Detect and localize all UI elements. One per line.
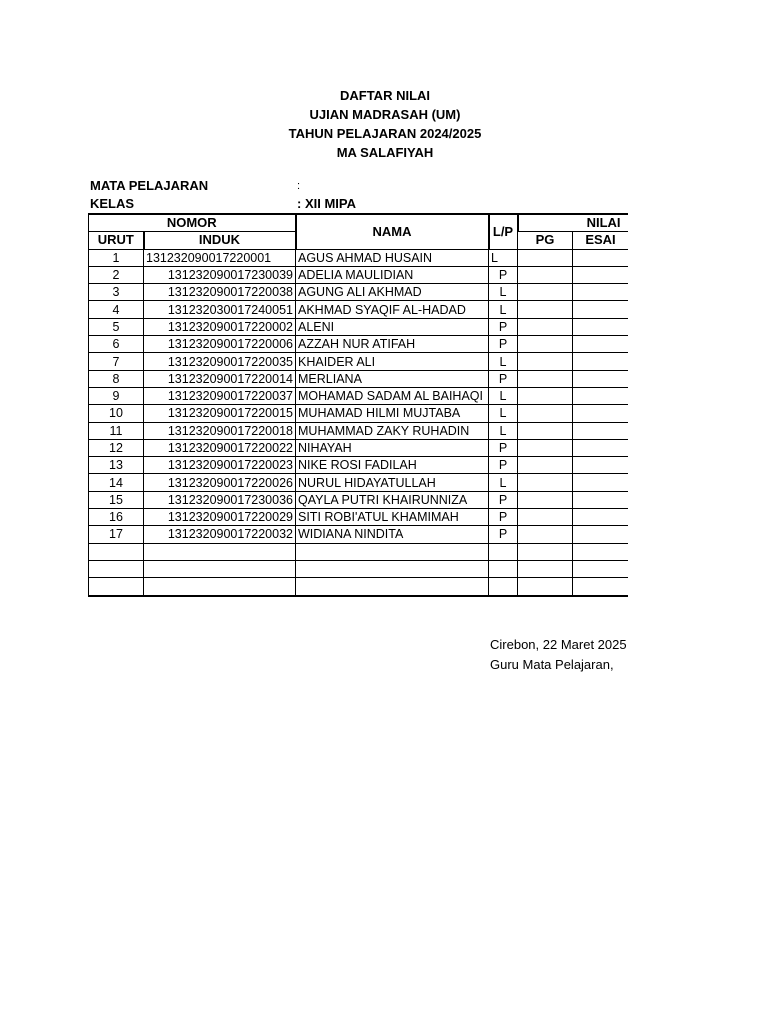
row-esai [573, 249, 629, 266]
table-row [89, 387, 629, 404]
empty-cell [489, 560, 518, 577]
row-nama: WIDIANA NINDITA [296, 526, 489, 543]
table-row [89, 301, 629, 318]
row-urut: 11 [89, 422, 144, 439]
row-esai [573, 439, 629, 456]
row-urut: 14 [89, 474, 144, 491]
row-urut: 6 [89, 336, 144, 353]
row-nama: AZZAH NUR ATIFAH [296, 336, 489, 353]
row-induk: 131232090017230036 [144, 491, 296, 508]
row-urut: 1 [89, 249, 144, 266]
table-row [89, 318, 629, 335]
row-urut: 17 [89, 526, 144, 543]
row-esai [573, 405, 629, 422]
subject-value: : [297, 180, 301, 192]
empty-cell [573, 578, 629, 596]
exam-title: UJIAN MADRASAH (UM) [309, 107, 461, 122]
row-urut: 7 [89, 353, 144, 370]
row-nama: AGUNG ALI AKHMAD [296, 284, 489, 301]
row-nama: NURUL HIDAYATULLAH [296, 474, 489, 491]
row-lp: L [489, 405, 518, 422]
row-nama: MERLIANA [296, 370, 489, 387]
empty-cell [89, 578, 144, 596]
row-lp: P [489, 336, 518, 353]
signature-role: Guru Mata Pelajaran, [490, 657, 614, 672]
row-lp: P [489, 266, 518, 283]
empty-cell [144, 560, 296, 577]
row-lp: L [489, 474, 518, 491]
row-pg [518, 439, 573, 456]
row-pg [518, 387, 573, 404]
empty-cell [573, 543, 629, 560]
row-esai [573, 491, 629, 508]
empty-cell [489, 578, 518, 596]
row-lp: L [489, 284, 518, 301]
row-induk: 131232090017220015 [144, 405, 296, 422]
row-pg [518, 526, 573, 543]
row-urut: 3 [89, 284, 144, 301]
row-pg [518, 318, 573, 335]
header-nilai: NILAI [518, 214, 629, 232]
empty-cell [518, 543, 573, 560]
row-lp: P [489, 509, 518, 526]
academic-year: TAHUN PELAJARAN 2024/2025 [288, 126, 482, 141]
row-induk: 131232090017220029 [144, 509, 296, 526]
row-esai [573, 353, 629, 370]
row-nama: NIHAYAH [296, 439, 489, 456]
row-lp: L [489, 387, 518, 404]
table-row [89, 266, 629, 283]
table-row [89, 491, 629, 508]
row-lp: P [489, 457, 518, 474]
header-urut: URUT [89, 232, 144, 249]
row-nama: ADELIA MAULIDIAN [296, 266, 489, 283]
row-esai [573, 301, 629, 318]
row-lp: L [489, 422, 518, 439]
empty-cell [144, 578, 296, 596]
row-esai [573, 266, 629, 283]
table-row [89, 457, 629, 474]
table-row [89, 439, 629, 456]
row-nama: AKHMAD SYAQIF AL-HADAD [296, 301, 489, 318]
row-esai [573, 457, 629, 474]
row-pg [518, 284, 573, 301]
grade-table-body [89, 249, 629, 595]
row-induk: 131232090017220026 [144, 474, 296, 491]
row-nama: AGUS AHMAD HUSAIN [296, 249, 489, 266]
row-induk: 131232090017220018 [144, 422, 296, 439]
table-row [89, 284, 629, 301]
row-urut: 13 [89, 457, 144, 474]
row-esai [573, 509, 629, 526]
table-row [89, 336, 629, 353]
row-nama: QAYLA PUTRI KHAIRUNNIZA [296, 491, 489, 508]
row-nama: SITI ROBI'ATUL KHAMIMAH [296, 509, 489, 526]
empty-cell [89, 543, 144, 560]
empty-cell [89, 560, 144, 577]
table-row [89, 474, 629, 491]
row-induk: 131232030017240051 [144, 301, 296, 318]
empty-cell [144, 543, 296, 560]
row-urut: 10 [89, 405, 144, 422]
row-pg [518, 491, 573, 508]
empty-cell [296, 578, 489, 596]
row-esai [573, 526, 629, 543]
document-title-block [88, 86, 682, 162]
row-lp: L [489, 249, 518, 266]
row-pg [518, 405, 573, 422]
row-nama: NIKE ROSI FADILAH [296, 457, 489, 474]
row-nama: ALENI [296, 318, 489, 335]
row-nama: MOHAMAD SADAM AL BAIHAQI [296, 387, 489, 404]
row-urut: 8 [89, 370, 144, 387]
class-label: KELAS [90, 196, 135, 211]
row-esai [573, 422, 629, 439]
grade-table-container [88, 213, 628, 603]
signature-place-date: Cirebon, 22 Maret 2025 [490, 637, 627, 652]
table-row [89, 405, 629, 422]
header-nomor: NOMOR [89, 214, 296, 232]
row-pg [518, 422, 573, 439]
table-row-empty [89, 543, 629, 560]
grade-table [88, 213, 628, 597]
row-urut: 15 [89, 491, 144, 508]
table-header-row [89, 214, 629, 232]
row-induk: 131232090017220023 [144, 457, 296, 474]
row-esai [573, 387, 629, 404]
row-induk: 131232090017220037 [144, 387, 296, 404]
row-nama: MUHAMAD HILMI MUJTABA [296, 405, 489, 422]
header-induk: INDUK [144, 232, 296, 249]
row-induk: 131232090017220032 [144, 526, 296, 543]
row-induk: 131232090017220038 [144, 284, 296, 301]
empty-cell [573, 560, 629, 577]
row-urut: 9 [89, 387, 144, 404]
school-name: MA SALAFIYAH [336, 145, 434, 160]
empty-cell [518, 578, 573, 596]
row-esai [573, 474, 629, 491]
header-lp: L/P [489, 214, 518, 249]
row-induk: 131232090017220006 [144, 336, 296, 353]
table-row-empty [89, 560, 629, 577]
row-urut: 12 [89, 439, 144, 456]
row-urut: 5 [89, 318, 144, 335]
row-pg [518, 474, 573, 491]
table-row-empty [89, 578, 629, 596]
row-pg [518, 336, 573, 353]
row-pg [518, 266, 573, 283]
row-esai [573, 370, 629, 387]
row-induk: 131232090017220001 [144, 249, 296, 266]
row-esai [573, 318, 629, 335]
header-esai: ESAI [573, 232, 629, 249]
row-pg [518, 249, 573, 266]
subject-label: MATA PELAJARAN [90, 178, 209, 193]
row-pg [518, 370, 573, 387]
empty-cell [296, 543, 489, 560]
row-induk: 131232090017220014 [144, 370, 296, 387]
row-nama: KHAIDER ALI [296, 353, 489, 370]
row-induk: 131232090017230039 [144, 266, 296, 283]
row-lp: P [489, 491, 518, 508]
row-lp: L [489, 301, 518, 318]
row-pg [518, 353, 573, 370]
row-pg [518, 509, 573, 526]
header-nama: NAMA [296, 214, 489, 249]
row-lp: P [489, 370, 518, 387]
table-row [89, 509, 629, 526]
row-pg [518, 301, 573, 318]
row-urut: 4 [89, 301, 144, 318]
empty-cell [518, 560, 573, 577]
row-lp: L [489, 353, 518, 370]
table-row [89, 526, 629, 543]
row-induk: 131232090017220002 [144, 318, 296, 335]
row-urut: 2 [89, 266, 144, 283]
row-nama: MUHAMMAD ZAKY RUHADIN [296, 422, 489, 439]
row-lp: P [489, 526, 518, 543]
document-title: DAFTAR NILAI [339, 88, 431, 103]
header-pg: PG [518, 232, 573, 249]
row-esai [573, 284, 629, 301]
row-induk: 131232090017220022 [144, 439, 296, 456]
row-induk: 131232090017220035 [144, 353, 296, 370]
empty-cell [296, 560, 489, 577]
row-lp: P [489, 439, 518, 456]
row-urut: 16 [89, 509, 144, 526]
empty-cell [489, 543, 518, 560]
table-row [89, 422, 629, 439]
row-esai [573, 336, 629, 353]
class-value: : XII MIPA [297, 196, 356, 211]
table-row [89, 370, 629, 387]
table-row [89, 249, 629, 266]
table-row [89, 353, 629, 370]
row-pg [518, 457, 573, 474]
row-lp: P [489, 318, 518, 335]
